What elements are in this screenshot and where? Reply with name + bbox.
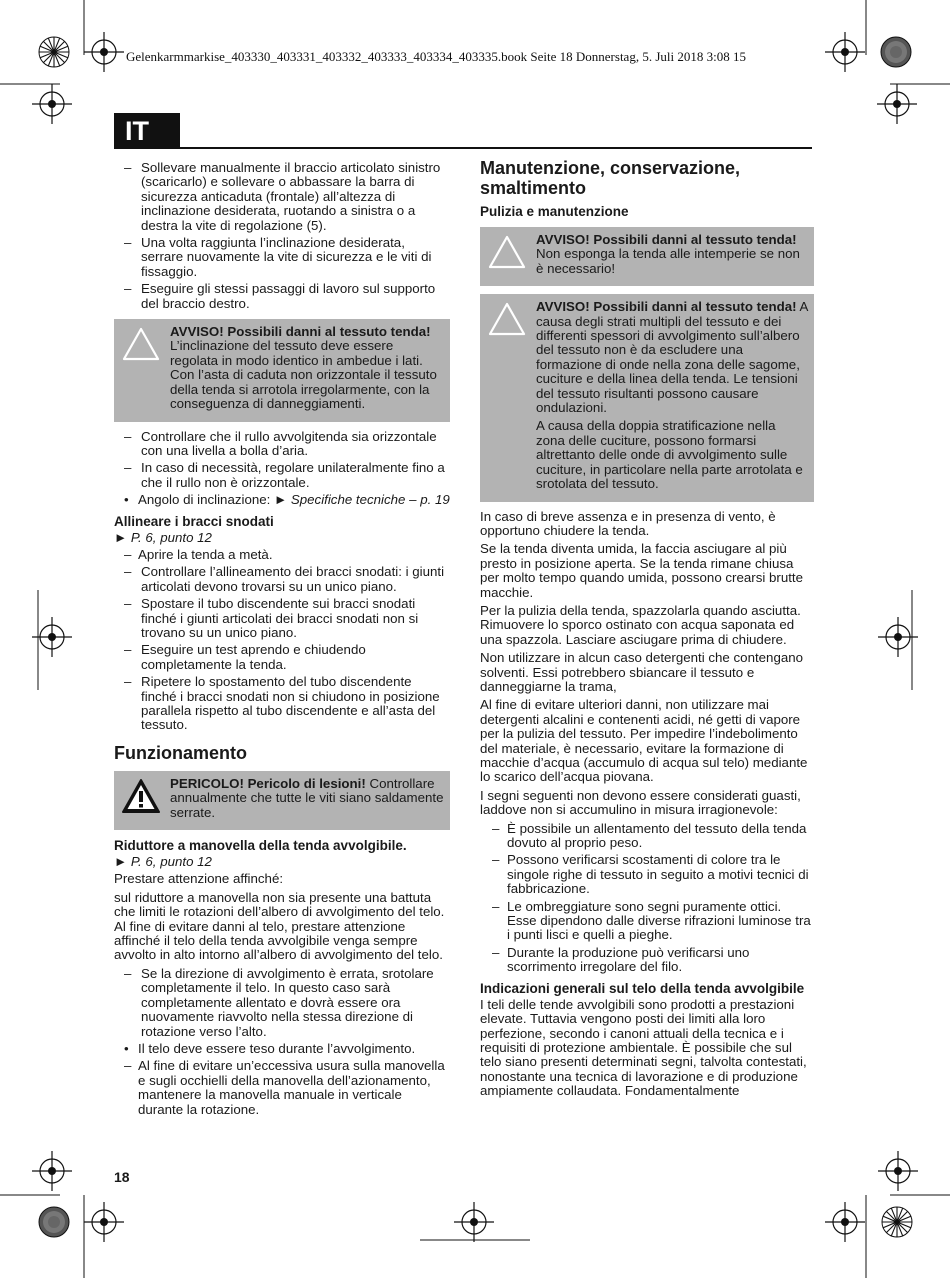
header-rule [114, 147, 812, 149]
notice-title: AVVISO! Possibili danni al tessuto tenda! [170, 324, 431, 340]
list-item: – Spostare il tubo discendente sui bracci snodati finché i giunti articolati dei bracci snodati non si trovano su un unico piano. [124, 596, 419, 640]
warning-triangle-icon [121, 326, 161, 362]
paragraph: I segni seguenti non devono essere considerati guasti, laddove non si accumulino in misura irragionevole: [480, 787, 801, 818]
list-item: – Se la direzione di avvolgimento è errata, srotolare completamente il telo. In questo caso sarà completamente allentato e dovrà essere ora nuovamente riavvolto nella stessa direzione di rotazione verso l’alto. [124, 965, 434, 1039]
paragraph: Al fine di evitare ulteriori danni, non utilizzare mai detergenti alcalini e contenenti acidi, né getti di vapore per la pulizia del tessuto. Per impedire l’indebolimento del materiale, è necessario, evitare la formazione di macchie d’acqua (accumulo di acqua sul telo) mediante lo scarico dell’acqua piovana. [480, 697, 808, 785]
subsection-heading: Riduttore a manovella della tenda avvolgibile. [114, 838, 407, 854]
paragraph: Per la pulizia della tenda, spazzolarla quando asciutta. Rimuovere lo sporco ostinato con acqua saponata ed una spazzola. Lasciare asciugare prima di chiudere. [480, 602, 801, 647]
list-item: – In caso di necessità, regolare unilateralmente fino a che il rullo non è orizzontale. [124, 460, 445, 490]
paragraph: In caso di breve assenza e in presenza di vento, è opportuno chiudere la tenda. [480, 508, 776, 538]
notice-box [114, 319, 450, 421]
cross-reference[interactable]: ► P. 6, punto 12 [114, 529, 212, 545]
section-heading: Manutenzione, conservazione, smaltimento [480, 158, 741, 198]
paragraph: Non utilizzare in alcun caso detergenti che contengano solventi. Essi potrebbero sbiancare il tessuto e danneggiarne la trama, [480, 650, 804, 694]
subsection-heading: Pulizia e manutenzione [480, 204, 629, 219]
ref-arrow-icon: ► [114, 529, 128, 545]
language-tab: IT [114, 113, 180, 149]
bullet-item: • Il telo deve essere teso durante l’avvolgimento. [124, 1040, 416, 1056]
notice-box [480, 294, 814, 501]
paragraph: I teli delle tende avvolgibili sono prodotti a prestazioni elevate. Tuttavia vengono posti dei limiti alla loro perfezione, secondo i canoni attuali della tecnica e i requisiti di protezione ambientale. È possibile che sul telo siano presenti determinati segni, talvolta contestati, nonostante una tecnica di lavorazione e di produzione ampiamente collaudata. Fondamentalmente [480, 996, 807, 1099]
print-header: Gelenkarmmarkise_403330_403331_403332_403333_403334_403335.book Seite 18 Donnerstag, 5. Juli 2018 3:08 15 [126, 49, 746, 64]
list-item: – Eseguire gli stessi passaggi di lavoro sul supporto del braccio destro. [124, 281, 436, 311]
list-item: – Eseguire un test aprendo e chiudendo completamente la tenda. [124, 642, 366, 672]
list-item: – Controllare l’allineamento dei bracci snodati: i giunti articolati devono trovarsi su un unico piano. [124, 564, 445, 594]
list-item: – Possono verificarsi scostamenti di colore tra le singole righe di tessuto in seguito a motivi tecnici di fabbricazione. [492, 852, 809, 897]
notice-title: AVVISO! Possibili danni al tessuto tenda! [536, 299, 797, 315]
list-item: – Al fine di evitare un’eccessiva usura sulla manovella e sugli occhielli della manovella dell’azionamento, mantenere la manovella manuale in verticale durante la rotazione. [124, 1058, 445, 1117]
warning-triangle-icon [487, 234, 527, 270]
section-heading: Allineare i bracci snodati [114, 513, 274, 529]
ref-arrow-icon: ► [114, 854, 128, 870]
list-item: – Aprire la tenda a metà. [124, 546, 273, 562]
list-item: – È possibile un allentamento del tessuto della tenda dovuto al proprio peso. [492, 820, 807, 851]
bullet-item: • Angolo di inclinazione: ► Specifiche tecniche – p. 19 [124, 492, 450, 508]
danger-box [114, 771, 450, 830]
page-number: 18 [114, 1169, 130, 1185]
list-item: – Controllare che il rullo avvolgitenda sia orizzontale con una livella a bolla d’aria. [124, 428, 437, 458]
notice-body: A causa della doppia stratificazione nella zona delle cuciture, possono formarsi altrettanto delle onde di avvolgimento sulle cuciture, in particolare nella parte arrotolata e srotolata del tessuto. [536, 418, 803, 492]
list-item: – Una volta raggiunta l’inclinazione desiderata, serrare nuovamente la vite di sicurezza e le viti di fissaggio. [124, 235, 432, 279]
list-item: – Durante la produzione può verificarsi uno scorrimento irregolare del filo. [492, 944, 750, 975]
left-column [114, 161, 450, 1120]
list-item: – Ripetere lo spostamento del tubo discendente finché i bracci snodati non si chiudono in posizione parallela rispetto al tubo discendente e all’asta del tessuto. [124, 674, 440, 733]
subsection-heading: Indicazioni generali sul telo della tenda avvolgibile [480, 980, 805, 996]
notice-body: Non esponga la tenda alle intemperie se non è necessario! [536, 246, 800, 276]
notice-title: PERICOLO! Pericolo di lesioni! [170, 775, 366, 791]
cross-reference-link[interactable]: Specifiche tecniche – p. 19 [287, 492, 450, 508]
list-item: – Le ombreggiature sono segni puramente ottici. Esse dipendono dalle diverse rifrazioni luminose tra i punti lisci e quelli a pieghe. [492, 898, 811, 943]
notice-title: AVVISO! Possibili danni al tessuto tenda! [536, 232, 797, 247]
section-heading: Funzionamento [114, 742, 247, 763]
notice-body: A causa degli strati multipli del tessuto e dei differenti spessori di avvolgimento sull’albero del tessuto non è da escludere una formazione di onde nella zona delle sagome, cuciture e della linea della tenda. Le tensioni del tessuto risultanti possono causare ondulazioni. [536, 299, 808, 416]
notice-body: L’inclinazione del tessuto deve essere regolata in modo identico in ambedue i lati. Con l’asta di caduta non orizzontale il tessuto della tenda si arrotola irregolarmente, con la conseguenza di danneggiamenti. [170, 338, 437, 412]
danger-exclamation-icon [121, 778, 161, 814]
right-column [480, 158, 814, 1103]
warning-triangle-icon [487, 301, 527, 337]
paragraph: Se la tenda diventa umida, la faccia asciugare al più presto in posizione aperta. Se la tenda rimane chiusa per molto tempo quando umida, possono crearsi brutte macchie. [480, 541, 804, 600]
paragraph: Prestare attenzione affinché: [114, 871, 284, 887]
notice-body: Controllare annualmente che tutte le viti siano saldamente serrate. [170, 775, 444, 820]
cross-reference[interactable]: ► P. 6, punto 12 [114, 854, 212, 870]
list-item: – Sollevare manualmente il braccio articolato sinistro (scaricarlo) e sollevare o abbassare la barra di sicurezza anticaduta (frontale) all’altezza di inclinazione desiderata, ruotando a sinistra o a destra la vite di regolazione (5). [124, 160, 441, 233]
notice-box [480, 227, 814, 286]
paragraph: sul riduttore a manovella non sia presente una battuta che limiti le rotazioni dell’albero di avvolgimento del telo. Al fine di evitare danni al telo, prestare attenzione affinché il telo della tenda avvolgibile venga sempre avvolto in alto intorno all’albero di avvolgimento del telo. [114, 889, 445, 963]
ref-arrow-icon: ► [274, 492, 288, 508]
